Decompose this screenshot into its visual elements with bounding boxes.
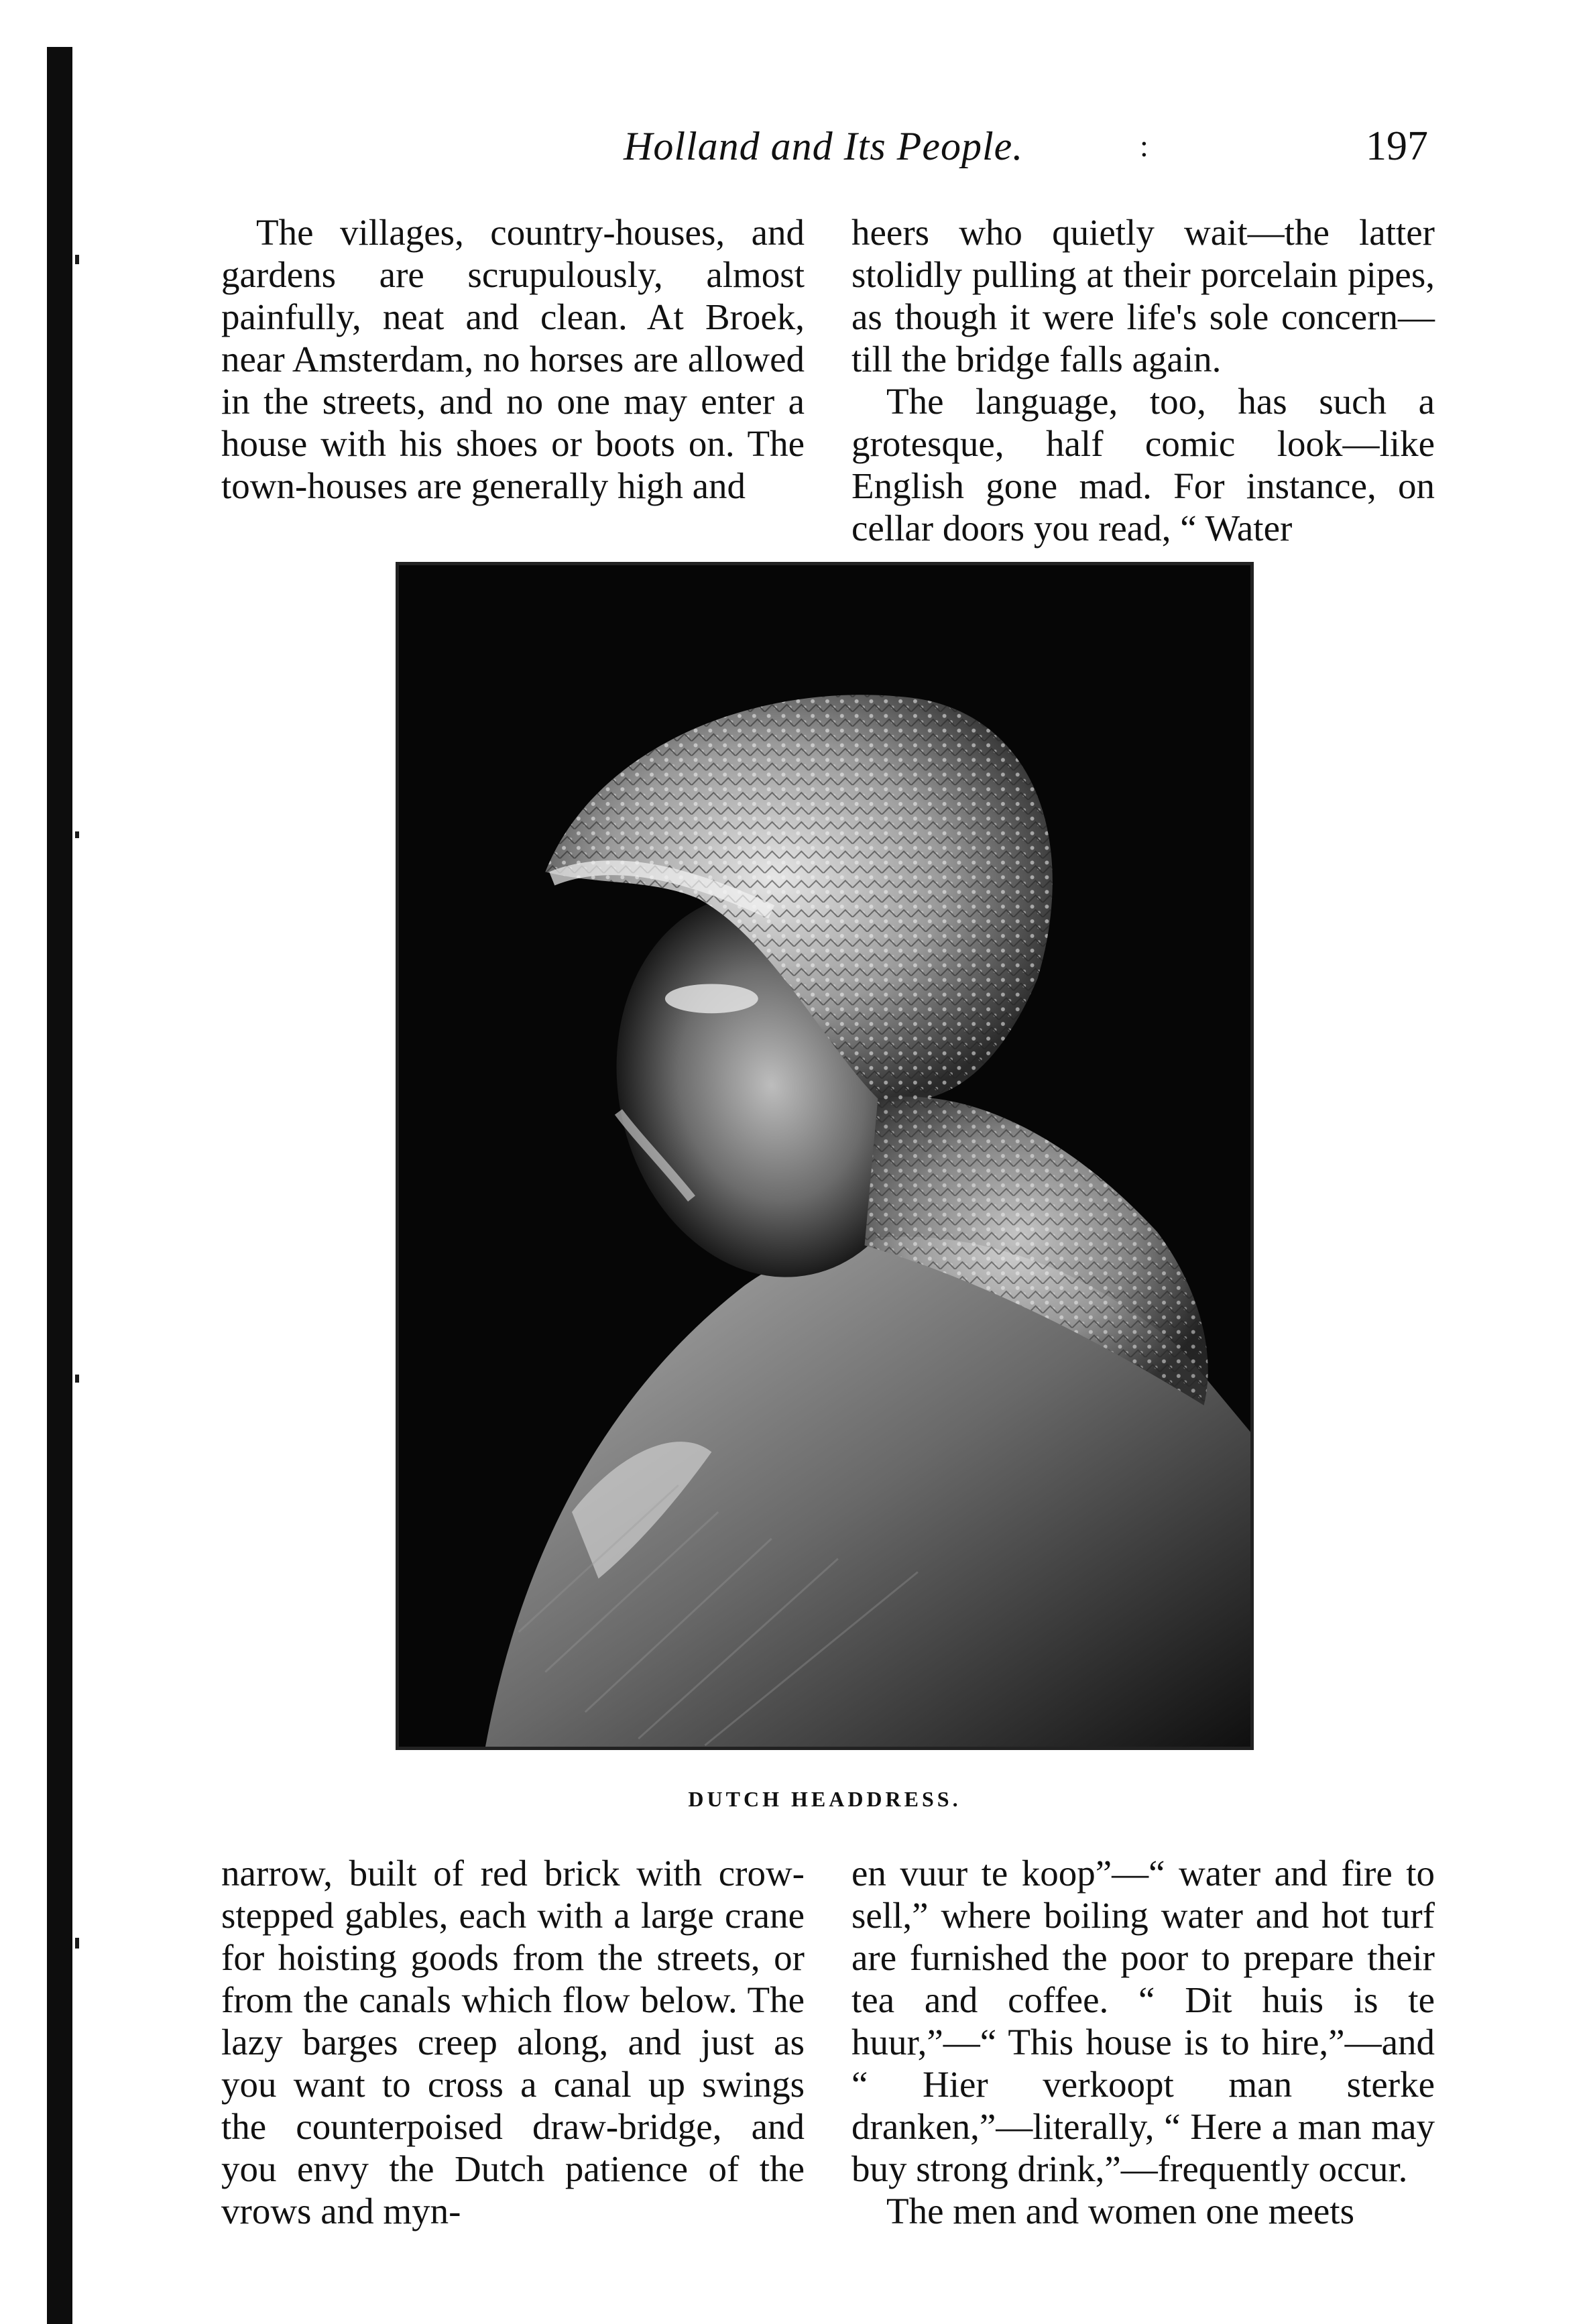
- column-bottom-left: [221, 1852, 805, 2232]
- paragraph: The language, too, has such a grotesque, half comic look—like English gone mad. For instance, on cellar doors you read, “ Water: [851, 381, 1435, 548]
- page-binding-edge: [47, 47, 72, 2324]
- scan-speck: [75, 255, 79, 264]
- scan-speck: [75, 1375, 79, 1383]
- column-top-right: [851, 211, 1435, 549]
- paragraph: heers who quietly wait—the latter stolidly pulling at their porcelain pipes, as though it were life's sole concern—till the bridge falls again.: [851, 212, 1435, 380]
- scan-speck: [75, 831, 79, 838]
- running-head-mark: :: [1140, 129, 1149, 163]
- paragraph: en vuur te koop”—“ water and fire to sell,” where boiling water and hot turf are furnished the poor to prepare their tea and coffee. “ Dit huis is te huur,”—“ This house is to hire,”—and “ Hier verkoopt man sterke dranken,”—literally, “ Here a man may buy strong drink,”—frequently occur.: [851, 1853, 1435, 2189]
- paragraph: The villages, country-houses, and gardens are scrupulously, almost painfully, neat and clean. At Broek, near Amsterdam, no horses are allowed in the streets, and no one may enter a house with his shoes or boots on. The town-houses are generally high and: [221, 212, 805, 506]
- running-title: Holland and Its People.: [624, 124, 1024, 168]
- running-head: [221, 119, 1428, 173]
- column-top-left: [221, 211, 805, 507]
- engraving-illustration: [399, 565, 1250, 1747]
- column-bottom-right: [851, 1852, 1435, 2232]
- scan-speck: [75, 1938, 79, 1949]
- page-number: 197: [1366, 123, 1428, 169]
- dutch-headdress-engraving: [396, 562, 1254, 1750]
- paragraph: narrow, built of red brick with crow-stepped gables, each with a large crane for hoisting goods from the streets, or from the canals which flow below. The lazy barges creep along, and just as you want to cross a canal up swings the counterpoised draw-bridge, and you envy the Dutch patience of the vrows and myn-: [221, 1853, 805, 2231]
- paragraph: The men and women one meets: [886, 2191, 1354, 2231]
- figure-caption: DUTCH HEADDRESS.: [688, 1787, 961, 1811]
